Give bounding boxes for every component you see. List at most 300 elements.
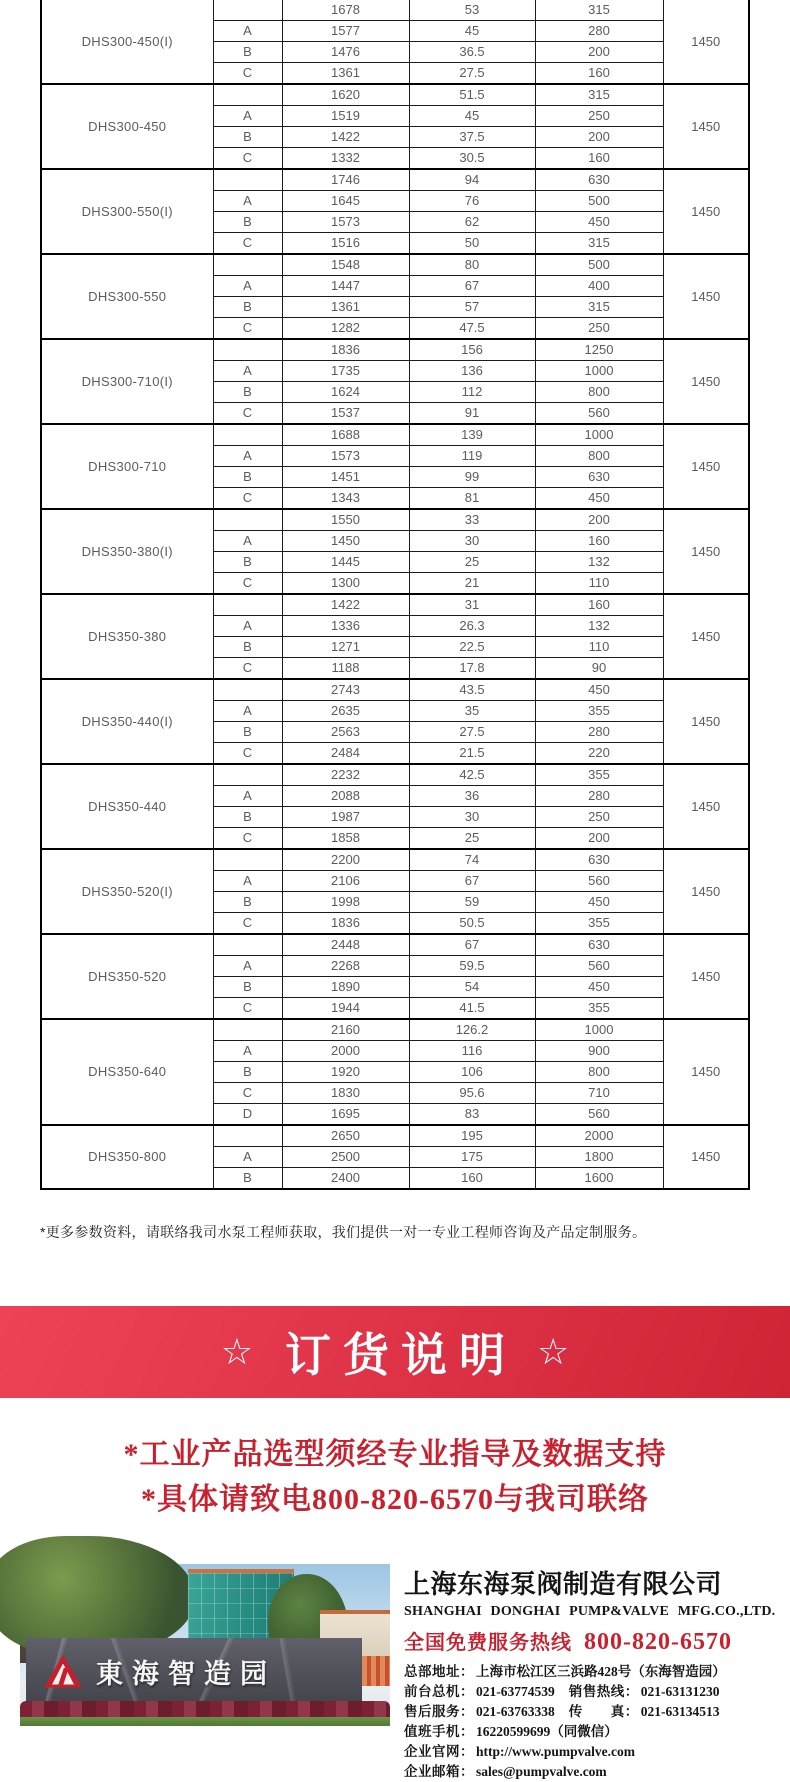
contact-value: 021-63763338	[476, 1704, 555, 1719]
contact-value: 上海市松江区三浜路428号（东海智造园）	[476, 1664, 726, 1679]
value-cell: 1422	[282, 127, 409, 148]
value-cell: 280	[535, 786, 663, 807]
variant-cell	[213, 339, 282, 361]
value-cell: 1573	[282, 446, 409, 467]
value-cell: 156	[409, 339, 535, 361]
donghai-logo-icon	[44, 1655, 82, 1688]
contact-value: 021-63131230	[640, 1684, 720, 1699]
table-row	[41, 339, 749, 361]
variant-cell: C	[213, 488, 282, 510]
value-cell: 1537	[282, 403, 409, 425]
value-cell: 1282	[282, 318, 409, 340]
contact-details	[404, 1662, 784, 1782]
value-cell: 1451	[282, 467, 409, 488]
value-cell: 560	[535, 1104, 663, 1126]
national-hotline	[404, 1626, 784, 1656]
table-row	[41, 594, 749, 616]
value-cell: 560	[535, 956, 663, 977]
value-cell: 315	[535, 233, 663, 255]
variant-cell: A	[213, 361, 282, 382]
value-cell: 2635	[282, 701, 409, 722]
variant-cell: B	[213, 212, 282, 233]
value-cell: 1577	[282, 21, 409, 42]
value-cell: 95.6	[409, 1083, 535, 1104]
value-cell: 43.5	[409, 679, 535, 701]
model-cell: DHS350-520	[41, 934, 213, 1019]
variant-cell: A	[213, 531, 282, 552]
model-cell: DHS300-450(I)	[41, 0, 213, 84]
value-cell: 1450	[282, 531, 409, 552]
value-cell: 200	[535, 828, 663, 850]
value-cell: 1000	[535, 424, 663, 446]
value-cell: 51.5	[409, 84, 535, 106]
table-row	[41, 509, 749, 531]
photo-flower-bed	[20, 1701, 390, 1718]
value-cell: 47.5	[409, 318, 535, 340]
model-cell: DHS350-800	[41, 1125, 213, 1189]
variant-cell: B	[213, 297, 282, 318]
value-cell: 800	[535, 382, 663, 403]
variant-cell: B	[213, 722, 282, 743]
variant-cell: B	[213, 382, 282, 403]
value-cell: 160	[535, 531, 663, 552]
value-cell: 355	[535, 701, 663, 722]
value-cell: 67	[409, 276, 535, 297]
value-cell: 250	[535, 106, 663, 127]
value-cell: 800	[535, 446, 663, 467]
value-cell: 59	[409, 892, 535, 913]
value-cell: 22.5	[409, 637, 535, 658]
variant-cell: B	[213, 467, 282, 488]
value-cell: 1447	[282, 276, 409, 297]
value-cell: 160	[535, 63, 663, 85]
table-row	[41, 679, 749, 701]
variant-cell: C	[213, 573, 282, 595]
variant-cell: A	[213, 956, 282, 977]
value-cell: 500	[535, 254, 663, 276]
star-icon-right: ☆	[537, 1331, 570, 1372]
value-cell: 1735	[282, 361, 409, 382]
value-cell: 1000	[535, 1019, 663, 1041]
table-row	[41, 1019, 749, 1041]
value-cell: 1678	[282, 0, 409, 21]
value-cell: 1695	[282, 1104, 409, 1126]
value-cell: 1746	[282, 169, 409, 191]
contact-label: 值班手机：	[404, 1724, 474, 1739]
value-cell: 1188	[282, 658, 409, 680]
value-cell: 1620	[282, 84, 409, 106]
photo-entrance-wall	[26, 1638, 362, 1704]
value-cell: 112	[409, 382, 535, 403]
value-cell: 1422	[282, 594, 409, 616]
variant-cell: B	[213, 127, 282, 148]
value-cell: 1361	[282, 63, 409, 85]
variant-cell	[213, 84, 282, 106]
speed-cell: 1450	[663, 424, 749, 509]
variant-cell: A	[213, 21, 282, 42]
value-cell: 160	[535, 148, 663, 170]
value-cell: 33	[409, 509, 535, 531]
model-cell: DHS350-380	[41, 594, 213, 679]
contact-line	[404, 1742, 784, 1762]
variant-cell: B	[213, 807, 282, 828]
value-cell: 1800	[535, 1147, 663, 1168]
value-cell: 62	[409, 212, 535, 233]
value-cell: 250	[535, 318, 663, 340]
value-cell: 1361	[282, 297, 409, 318]
table-row	[41, 0, 749, 21]
value-cell: 450	[535, 488, 663, 510]
contact-value: 16220599699（同微信）	[476, 1724, 618, 1739]
value-cell: 2400	[282, 1168, 409, 1190]
banner-title: 订货说明	[285, 1329, 517, 1381]
value-cell: 450	[535, 892, 663, 913]
value-cell: 54	[409, 977, 535, 998]
value-cell: 1250	[535, 339, 663, 361]
value-cell: 1548	[282, 254, 409, 276]
variant-cell: A	[213, 1147, 282, 1168]
variant-cell: C	[213, 998, 282, 1020]
value-cell: 30.5	[409, 148, 535, 170]
value-cell: 110	[535, 573, 663, 595]
value-cell: 1836	[282, 913, 409, 935]
contact-label: 企业官网：	[404, 1744, 474, 1759]
value-cell: 355	[535, 913, 663, 935]
table-row	[41, 934, 749, 956]
speed-cell: 1450	[663, 84, 749, 169]
variant-cell: C	[213, 658, 282, 680]
speed-cell: 1450	[663, 0, 749, 84]
value-cell: 94	[409, 169, 535, 191]
value-cell: 26.3	[409, 616, 535, 637]
value-cell: 50.5	[409, 913, 535, 935]
value-cell: 630	[535, 934, 663, 956]
variant-cell: C	[213, 743, 282, 765]
variant-cell	[213, 509, 282, 531]
value-cell: 59.5	[409, 956, 535, 977]
variant-cell: B	[213, 552, 282, 573]
variant-cell	[213, 849, 282, 871]
table-row	[41, 84, 749, 106]
speed-cell: 1450	[663, 849, 749, 934]
table-row	[41, 169, 749, 191]
value-cell: 2000	[282, 1041, 409, 1062]
value-cell: 315	[535, 84, 663, 106]
value-cell: 1890	[282, 977, 409, 998]
variant-cell: C	[213, 1083, 282, 1104]
value-cell: 2500	[282, 1147, 409, 1168]
value-cell: 53	[409, 0, 535, 21]
variant-cell: A	[213, 701, 282, 722]
value-cell: 1000	[535, 361, 663, 382]
contact-label: 总部地址：	[404, 1664, 474, 1679]
value-cell: 1343	[282, 488, 409, 510]
contact-label: 销售热线：	[568, 1684, 639, 1699]
variant-cell: C	[213, 403, 282, 425]
variant-cell: B	[213, 892, 282, 913]
value-cell: 280	[535, 722, 663, 743]
value-cell: 220	[535, 743, 663, 765]
variant-cell: B	[213, 1062, 282, 1083]
value-cell: 400	[535, 276, 663, 297]
value-cell: 25	[409, 552, 535, 573]
value-cell: 1624	[282, 382, 409, 403]
variant-cell: B	[213, 977, 282, 998]
variant-cell: B	[213, 42, 282, 63]
model-cell: DHS350-520(I)	[41, 849, 213, 934]
value-cell: 315	[535, 0, 663, 21]
value-cell: 710	[535, 1083, 663, 1104]
value-cell: 450	[535, 977, 663, 998]
value-cell: 21.5	[409, 743, 535, 765]
value-cell: 315	[535, 297, 663, 318]
value-cell: 450	[535, 679, 663, 701]
contact-label: 售后服务：	[404, 1704, 474, 1719]
value-cell: 2743	[282, 679, 409, 701]
model-cell: DHS300-710	[41, 424, 213, 509]
variant-cell	[213, 254, 282, 276]
value-cell: 74	[409, 849, 535, 871]
value-cell: 195	[409, 1125, 535, 1147]
value-cell: 91	[409, 403, 535, 425]
value-cell: 560	[535, 403, 663, 425]
variant-cell: A	[213, 191, 282, 212]
value-cell: 2484	[282, 743, 409, 765]
variant-cell: C	[213, 63, 282, 85]
model-cell: DHS350-440	[41, 764, 213, 849]
notice-block	[0, 1432, 790, 1522]
speed-cell: 1450	[663, 1019, 749, 1125]
value-cell: 1987	[282, 807, 409, 828]
variant-cell: A	[213, 106, 282, 127]
contact-label: 传 真：	[568, 1704, 639, 1719]
value-cell: 800	[535, 1062, 663, 1083]
value-cell: 1858	[282, 828, 409, 850]
hotline-label: 全国免费服务热线	[404, 1632, 572, 1654]
value-cell: 27.5	[409, 722, 535, 743]
model-cell: DHS350-640	[41, 1019, 213, 1125]
value-cell: 1271	[282, 637, 409, 658]
value-cell: 2000	[535, 1125, 663, 1147]
model-cell: DHS350-380(I)	[41, 509, 213, 594]
value-cell: 1519	[282, 106, 409, 127]
speed-cell: 1450	[663, 509, 749, 594]
value-cell: 99	[409, 467, 535, 488]
value-cell: 30	[409, 807, 535, 828]
speed-cell: 1450	[663, 934, 749, 1019]
value-cell: 76	[409, 191, 535, 212]
value-cell: 2563	[282, 722, 409, 743]
contact-value: 021-63774539	[476, 1684, 555, 1699]
value-cell: 132	[535, 616, 663, 637]
value-cell: 2106	[282, 871, 409, 892]
value-cell: 560	[535, 871, 663, 892]
variant-cell	[213, 1125, 282, 1147]
value-cell: 1332	[282, 148, 409, 170]
speed-cell: 1450	[663, 764, 749, 849]
contact-value[interactable]: sales@pumpvalve.com	[476, 1764, 607, 1779]
factory-photo	[20, 1564, 390, 1726]
value-cell: 2232	[282, 764, 409, 786]
contact-value[interactable]: http://www.pumpvalve.com	[476, 1744, 636, 1759]
speed-cell: 1450	[663, 254, 749, 339]
value-cell: 83	[409, 1104, 535, 1126]
value-cell: 41.5	[409, 998, 535, 1020]
value-cell: 30	[409, 531, 535, 552]
value-cell: 200	[535, 127, 663, 148]
variant-cell: B	[213, 637, 282, 658]
value-cell: 110	[535, 637, 663, 658]
value-cell: 1920	[282, 1062, 409, 1083]
contact-line	[404, 1682, 784, 1702]
value-cell: 81	[409, 488, 535, 510]
value-cell: 36.5	[409, 42, 535, 63]
speed-cell: 1450	[663, 339, 749, 424]
value-cell: 200	[535, 42, 663, 63]
value-cell: 2200	[282, 849, 409, 871]
company-name-cn: 上海东海泵阀制造有限公司	[404, 1569, 723, 1599]
value-cell: 1336	[282, 616, 409, 637]
speed-cell: 1450	[663, 1125, 749, 1189]
variant-cell: C	[213, 148, 282, 170]
value-cell: 200	[535, 509, 663, 531]
value-cell: 50	[409, 233, 535, 255]
value-cell: 2268	[282, 956, 409, 977]
value-cell: 900	[535, 1041, 663, 1062]
variant-cell	[213, 594, 282, 616]
value-cell: 250	[535, 807, 663, 828]
value-cell: 132	[535, 552, 663, 573]
variant-cell: A	[213, 786, 282, 807]
value-cell: 1445	[282, 552, 409, 573]
contact-line	[404, 1662, 784, 1682]
speed-cell: 1450	[663, 679, 749, 764]
variant-cell	[213, 934, 282, 956]
spec-table-body	[41, 0, 749, 1189]
value-cell: 1600	[535, 1168, 663, 1190]
value-cell: 1836	[282, 339, 409, 361]
value-cell: 1998	[282, 892, 409, 913]
speed-cell: 1450	[663, 594, 749, 679]
contact-line	[404, 1722, 784, 1742]
table-row	[41, 764, 749, 786]
value-cell: 36	[409, 786, 535, 807]
table-row	[41, 254, 749, 276]
value-cell: 35	[409, 701, 535, 722]
variant-cell: C	[213, 913, 282, 935]
value-cell: 37.5	[409, 127, 535, 148]
value-cell: 630	[535, 169, 663, 191]
value-cell: 1944	[282, 998, 409, 1020]
variant-cell: A	[213, 446, 282, 467]
variant-cell	[213, 169, 282, 191]
value-cell: 175	[409, 1147, 535, 1168]
value-cell: 1645	[282, 191, 409, 212]
notice-line-2: *具体请致电800-820-6570与我司联络	[141, 1483, 649, 1516]
model-cell: DHS300-450	[41, 84, 213, 169]
variant-cell: A	[213, 616, 282, 637]
company-info	[404, 1564, 784, 1782]
value-cell: 160	[409, 1168, 535, 1190]
model-cell: DHS350-440(I)	[41, 679, 213, 764]
photo-lawn	[20, 1717, 390, 1726]
value-cell: 160	[535, 594, 663, 616]
value-cell: 45	[409, 106, 535, 127]
variant-cell: A	[213, 1041, 282, 1062]
value-cell: 90	[535, 658, 663, 680]
value-cell: 27.5	[409, 63, 535, 85]
value-cell: 2088	[282, 786, 409, 807]
value-cell: 355	[535, 998, 663, 1020]
value-cell: 139	[409, 424, 535, 446]
value-cell: 116	[409, 1041, 535, 1062]
value-cell: 2448	[282, 934, 409, 956]
contact-line	[404, 1702, 784, 1722]
variant-cell: A	[213, 276, 282, 297]
speed-cell: 1450	[663, 169, 749, 254]
order-banner	[0, 1306, 790, 1398]
variant-cell: D	[213, 1104, 282, 1126]
variant-cell	[213, 0, 282, 21]
table-note: *更多参数资料，请联络我司水泵工程师获取，我们提供一对一专业工程师咨询及产品定制服务。	[40, 1224, 647, 1240]
value-cell: 67	[409, 934, 535, 956]
variant-cell	[213, 1019, 282, 1041]
variant-cell	[213, 424, 282, 446]
footer	[0, 1564, 790, 1782]
value-cell: 42.5	[409, 764, 535, 786]
contact-value: 021-63134513	[640, 1704, 720, 1719]
model-cell: DHS300-550(I)	[41, 169, 213, 254]
value-cell: 31	[409, 594, 535, 616]
value-cell: 630	[535, 467, 663, 488]
variant-cell: A	[213, 871, 282, 892]
value-cell: 450	[535, 212, 663, 233]
value-cell: 1830	[282, 1083, 409, 1104]
table-row	[41, 424, 749, 446]
variant-cell: B	[213, 1168, 282, 1190]
variant-cell	[213, 764, 282, 786]
value-cell: 1516	[282, 233, 409, 255]
value-cell: 355	[535, 764, 663, 786]
hotline-number: 800-820-6570	[584, 1629, 732, 1655]
spec-table	[40, 0, 750, 1190]
value-cell: 500	[535, 191, 663, 212]
park-sign-text: 東海智造园	[96, 1658, 276, 1689]
value-cell: 2160	[282, 1019, 409, 1041]
value-cell: 1476	[282, 42, 409, 63]
variant-cell: C	[213, 828, 282, 850]
value-cell: 21	[409, 573, 535, 595]
star-icon-left: ☆	[220, 1331, 253, 1372]
value-cell: 80	[409, 254, 535, 276]
value-cell: 1300	[282, 573, 409, 595]
contact-line	[404, 1762, 784, 1782]
value-cell: 1688	[282, 424, 409, 446]
model-cell: DHS300-710(I)	[41, 339, 213, 424]
contact-label: 企业邮箱：	[404, 1764, 474, 1779]
value-cell: 119	[409, 446, 535, 467]
contact-label: 前台总机：	[404, 1684, 474, 1699]
table-row	[41, 1125, 749, 1147]
value-cell: 1573	[282, 212, 409, 233]
variant-cell: C	[213, 318, 282, 340]
value-cell: 2650	[282, 1125, 409, 1147]
company-name-en: SHANGHAI DONGHAI PUMP&VALVE MFG.CO.,LTD.	[404, 1604, 776, 1619]
value-cell: 630	[535, 849, 663, 871]
value-cell: 1550	[282, 509, 409, 531]
value-cell: 17.8	[409, 658, 535, 680]
notice-line-1: *工业产品选型须经专业指导及数据支持	[123, 1438, 667, 1471]
